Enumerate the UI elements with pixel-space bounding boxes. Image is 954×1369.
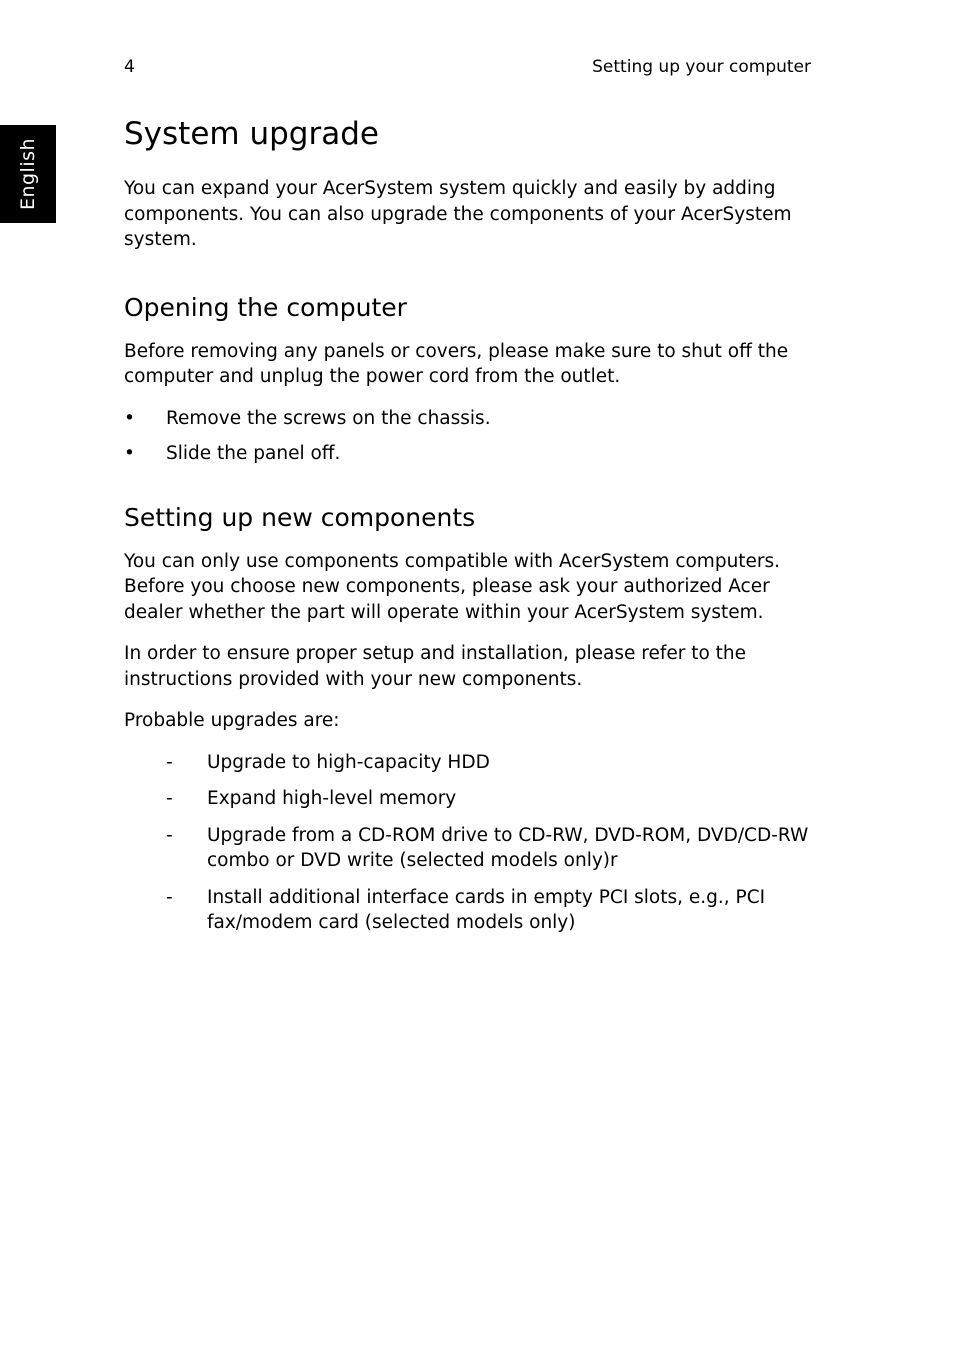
bullet-mark: • — [124, 407, 135, 429]
dash-mark: - — [166, 751, 173, 773]
language-tab — [0, 125, 56, 223]
new-components-para-2: In order to ensure proper setup and installation, please refer to the instructions provided with your new components. — [124, 643, 747, 690]
list-item — [166, 823, 814, 874]
list-item — [166, 750, 814, 776]
list-item-text: Upgrade to high-capacity HDD — [207, 751, 490, 773]
list-item — [124, 406, 814, 432]
dash-mark: - — [166, 788, 173, 809]
page-number: 4 — [124, 57, 135, 77]
list-item-text: Slide the panel off. — [166, 443, 341, 464]
upgrades-list — [124, 750, 814, 936]
section-title-new-components: Setting up new components — [124, 502, 476, 532]
section-title-system-upgrade: System upgrade — [124, 116, 379, 152]
opening-steps-list — [124, 406, 814, 467]
section-title-opening-computer: Opening the computer — [124, 292, 407, 322]
list-item — [166, 786, 814, 812]
list-item — [166, 885, 814, 936]
language-tab-label: English — [17, 137, 39, 211]
list-item-text: Install additional interface cards in empty PCI slots, e.g., PCI fax/modem card (selected models only) — [207, 886, 766, 933]
list-item-text: Upgrade from a CD-ROM drive to CD-RW, DVD-ROM, DVD/CD-RW combo or DVD write (selected models only)r — [207, 824, 809, 871]
new-components-para-1: You can only use components compatible with AcerSystem computers. Before you choose new components, please ask your authorized Acer dealer whether the part will operate within your AcerSystem system. — [124, 550, 781, 623]
list-item-text: Expand high-level memory — [207, 788, 457, 809]
dash-mark: - — [166, 824, 173, 846]
running-header: Setting up your computer — [592, 57, 811, 77]
list-item-text: Remove the screws on the chassis. — [166, 407, 491, 429]
list-item — [124, 441, 814, 467]
system-upgrade-intro: You can expand your AcerSystem system quickly and easily by adding components. You can also upgrade the components of your AcerSystem system. — [124, 178, 792, 250]
new-components-para-3: Probable upgrades are: — [124, 710, 340, 731]
page-content — [124, 112, 814, 947]
dash-mark: - — [166, 886, 173, 908]
opening-intro: Before removing any panels or covers, please make sure to shut off the computer and unplug the power cord from the outlet. — [124, 340, 789, 387]
bullet-mark: • — [124, 443, 135, 464]
